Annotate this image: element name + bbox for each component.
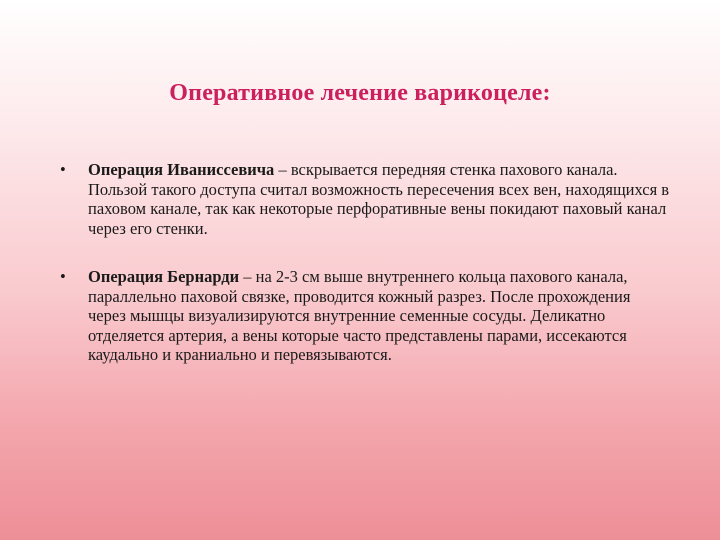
list-item: [60, 160, 670, 238]
bullet-list: [60, 160, 670, 394]
slide-title: Оперативное лечение варикоцеле:: [169, 80, 551, 106]
operation-name: Операция Бернарди: [88, 267, 240, 286]
list-item: [60, 267, 670, 365]
bullet-icon: •: [60, 160, 66, 179]
bullet-icon: •: [60, 267, 66, 286]
operation-name: Операция Иваниссевича: [88, 160, 275, 179]
operation-description: – вскрывается передняя стенка пахового канала. Пользой такого доступа считал возможность пересечения всех вен, находящихся в паховом канале, так как некоторые перфоративные вены покидают паховый канал через его стенки.: [88, 160, 670, 238]
operation-description: – на 2-3 см выше внутреннего кольца пахового канала, параллельно паховой связке, проводится кожный разрез. После прохождения через мышцы визуализируются внутренние семенные сосуды. Деликатно отделяется артерия, а вены которые часто представлены парами, иссекаются каудально и краниально и перевязываются.: [88, 267, 631, 364]
